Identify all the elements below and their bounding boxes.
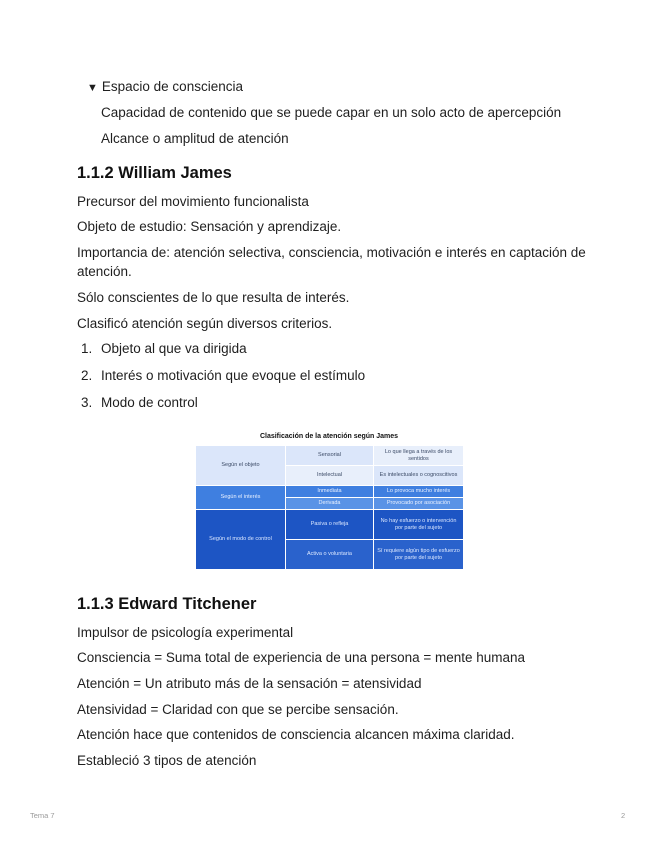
list-number: 2. xyxy=(81,368,93,383)
list-text: Interés o motivación que evoque el estímulo xyxy=(101,368,366,383)
list-item xyxy=(81,341,247,356)
desc-cell: Provocado por asociación xyxy=(374,498,464,510)
paragraph: Consciencia = Suma total de experiencia de una persona = mente humana xyxy=(77,650,526,665)
toggle-label: Espacio de consciencia xyxy=(101,79,243,94)
toggle-espacio-consciencia[interactable] xyxy=(87,79,243,94)
classification-table xyxy=(195,445,464,570)
list-number: 3. xyxy=(81,395,93,410)
desc-cell: Lo que llega a través de los sentidos xyxy=(374,446,464,466)
type-cell: Pasiva o refleja xyxy=(286,510,374,540)
type-cell: Inmediata xyxy=(286,486,374,498)
toggle-item: Alcance o amplitud de atención xyxy=(101,131,289,146)
desc-cell: No hay esfuerzo o intervención por parte del sujeto xyxy=(374,510,464,540)
heading-edward-titchener: 1.1.3 Edward Titchener xyxy=(77,595,257,613)
paragraph: Importancia de: atención selectiva, consciencia, motivación e interés en captación de atención. xyxy=(77,245,586,279)
paragraph: Estableció 3 tipos de atención xyxy=(77,753,257,768)
paragraph: Clasificó atención según diversos criterios. xyxy=(77,316,333,331)
type-cell: Derivada xyxy=(286,498,374,510)
desc-cell: Es intelectuales o cognoscitivos xyxy=(374,466,464,486)
desc-cell: Sí requiere algún tipo de esfuerzo por parte del sujeto xyxy=(374,540,464,570)
heading-william-james: 1.1.2 William James xyxy=(77,164,232,182)
list-item xyxy=(81,395,198,410)
type-cell: Activa o voluntaria xyxy=(286,540,374,570)
figure-title: Clasificación de la atención según James xyxy=(259,433,399,440)
paragraph: Atención = Un atributo más de la sensación = atensividad xyxy=(77,676,422,691)
paragraph: Precursor del movimiento funcionalista xyxy=(77,194,309,209)
paragraph: Sólo conscientes de lo que resulta de interés. xyxy=(77,290,350,305)
list-item xyxy=(81,368,365,383)
group-cell: Según el interés xyxy=(196,486,286,510)
group-cell: Según el modo de control xyxy=(196,510,286,570)
classification-figure xyxy=(195,433,463,575)
paragraph: Atención hace que contenidos de consciencia alcancen máxima claridad. xyxy=(77,727,515,742)
toggle-triangle-icon[interactable]: ▼ xyxy=(87,82,98,94)
list-text: Objeto al que va dirigida xyxy=(101,341,247,356)
paragraph: Objeto de estudio: Sensación y aprendizaje. xyxy=(77,219,342,234)
toggle-item: Capacidad de contenido que se puede capar en un solo acto de apercepción xyxy=(101,105,562,120)
paragraph: Atensividad = Claridad con que se percibe sensación. xyxy=(77,702,399,717)
list-number: 1. xyxy=(81,341,93,356)
type-cell: Sensorial xyxy=(286,446,374,466)
paragraph: Impulsor de psicología experimental xyxy=(77,625,294,640)
group-cell: Según el objeto xyxy=(196,446,286,486)
desc-cell: Lo provoca mucho interés xyxy=(374,486,464,498)
list-text: Modo de control xyxy=(101,395,198,410)
type-cell: Intelectual xyxy=(286,466,374,486)
page-number: 2 xyxy=(621,811,626,820)
footer-title: Tema 7 xyxy=(30,811,55,820)
